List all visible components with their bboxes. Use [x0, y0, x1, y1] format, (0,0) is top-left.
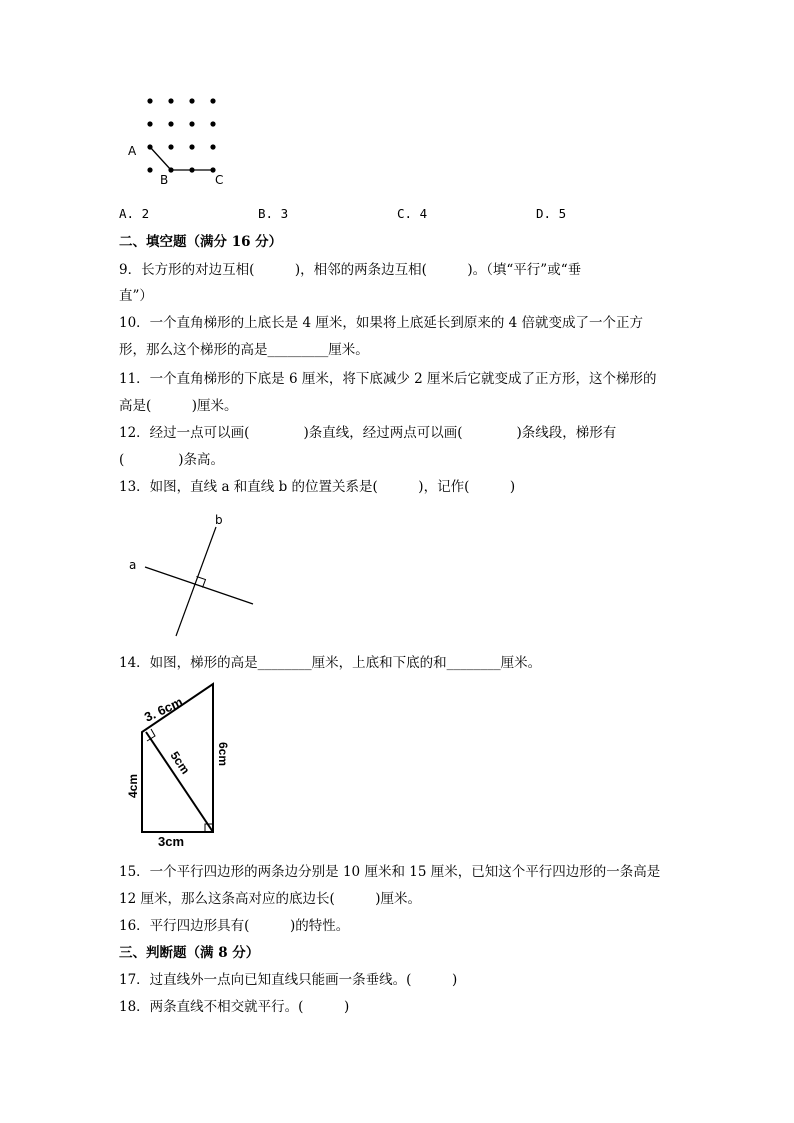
q15-line2: 12 厘米，那么这条高对应的底边长( )厘米。 — [119, 891, 422, 907]
q11-line1: 11．一个直角梯形的下底是 6 厘米，将下底减少 2 厘米后它就变成了正方形，这个梯形的 — [119, 371, 657, 387]
top-length-label: 3. 6cm — [141, 694, 185, 725]
q13-text: 13．如图，直线 a 和直线 b 的位置关系是( )，记作( ) — [119, 479, 516, 495]
q9-line1: 9．长方形的对边互相( )，相邻的两条边互相( )。（填“平行”或“垂 — [119, 262, 582, 278]
right-length-label: 6cm — [216, 742, 230, 767]
q12-line2: ( )条高。 — [119, 452, 225, 468]
q10-line1: 10．一个直角梯形的上底长是 4 厘米，如果将上底延长到原来的 4 倍就变成了一个正方 — [119, 315, 644, 331]
q17-text: 17．过直线外一点向已知直线只能画一条垂线。( ) — [119, 972, 458, 988]
q12-line1: 12．经过一点可以画( )条直线，经过两点可以画( )条线段，梯形有 — [119, 425, 617, 441]
q18-text: 18．两条直线不相交就平行。( ) — [119, 999, 350, 1015]
left-length-label: 4cm — [126, 773, 140, 798]
line-b-label: b — [215, 513, 223, 527]
bottom-length-label: 3cm — [158, 834, 185, 849]
option-b: B. 3 — [258, 206, 289, 221]
option-a: A. 2 — [119, 206, 150, 221]
q11-line2: 高是( )厘米。 — [119, 398, 238, 414]
q15-line1: 15．一个平行四边形的两条边分别是 10 厘米和 15 厘米，已知这个平行四边形的一条高是 — [119, 864, 661, 880]
q9-line2: 直”） — [119, 288, 153, 304]
option-c: C. 4 — [397, 206, 428, 221]
option-d: D. 5 — [536, 206, 567, 221]
point-a-label: A — [128, 144, 137, 158]
point-c-label: C — [215, 173, 224, 187]
section-3-title: 三、判断题（满 8 分） — [119, 945, 260, 961]
diagonal-height-label: 5cm — [167, 748, 193, 777]
section-2-title: 二、填空题（满分 16 分） — [119, 234, 283, 250]
q16-text: 16．平行四边形具有( )的特性。 — [119, 918, 350, 934]
line-a-label: a — [129, 558, 137, 572]
q10-line2: 形，那么这个梯形的高是_________厘米。 — [119, 342, 369, 358]
q14-text: 14．如图，梯形的高是________厘米，上底和下底的和________厘米。 — [119, 655, 542, 671]
point-b-label: B — [160, 173, 169, 187]
